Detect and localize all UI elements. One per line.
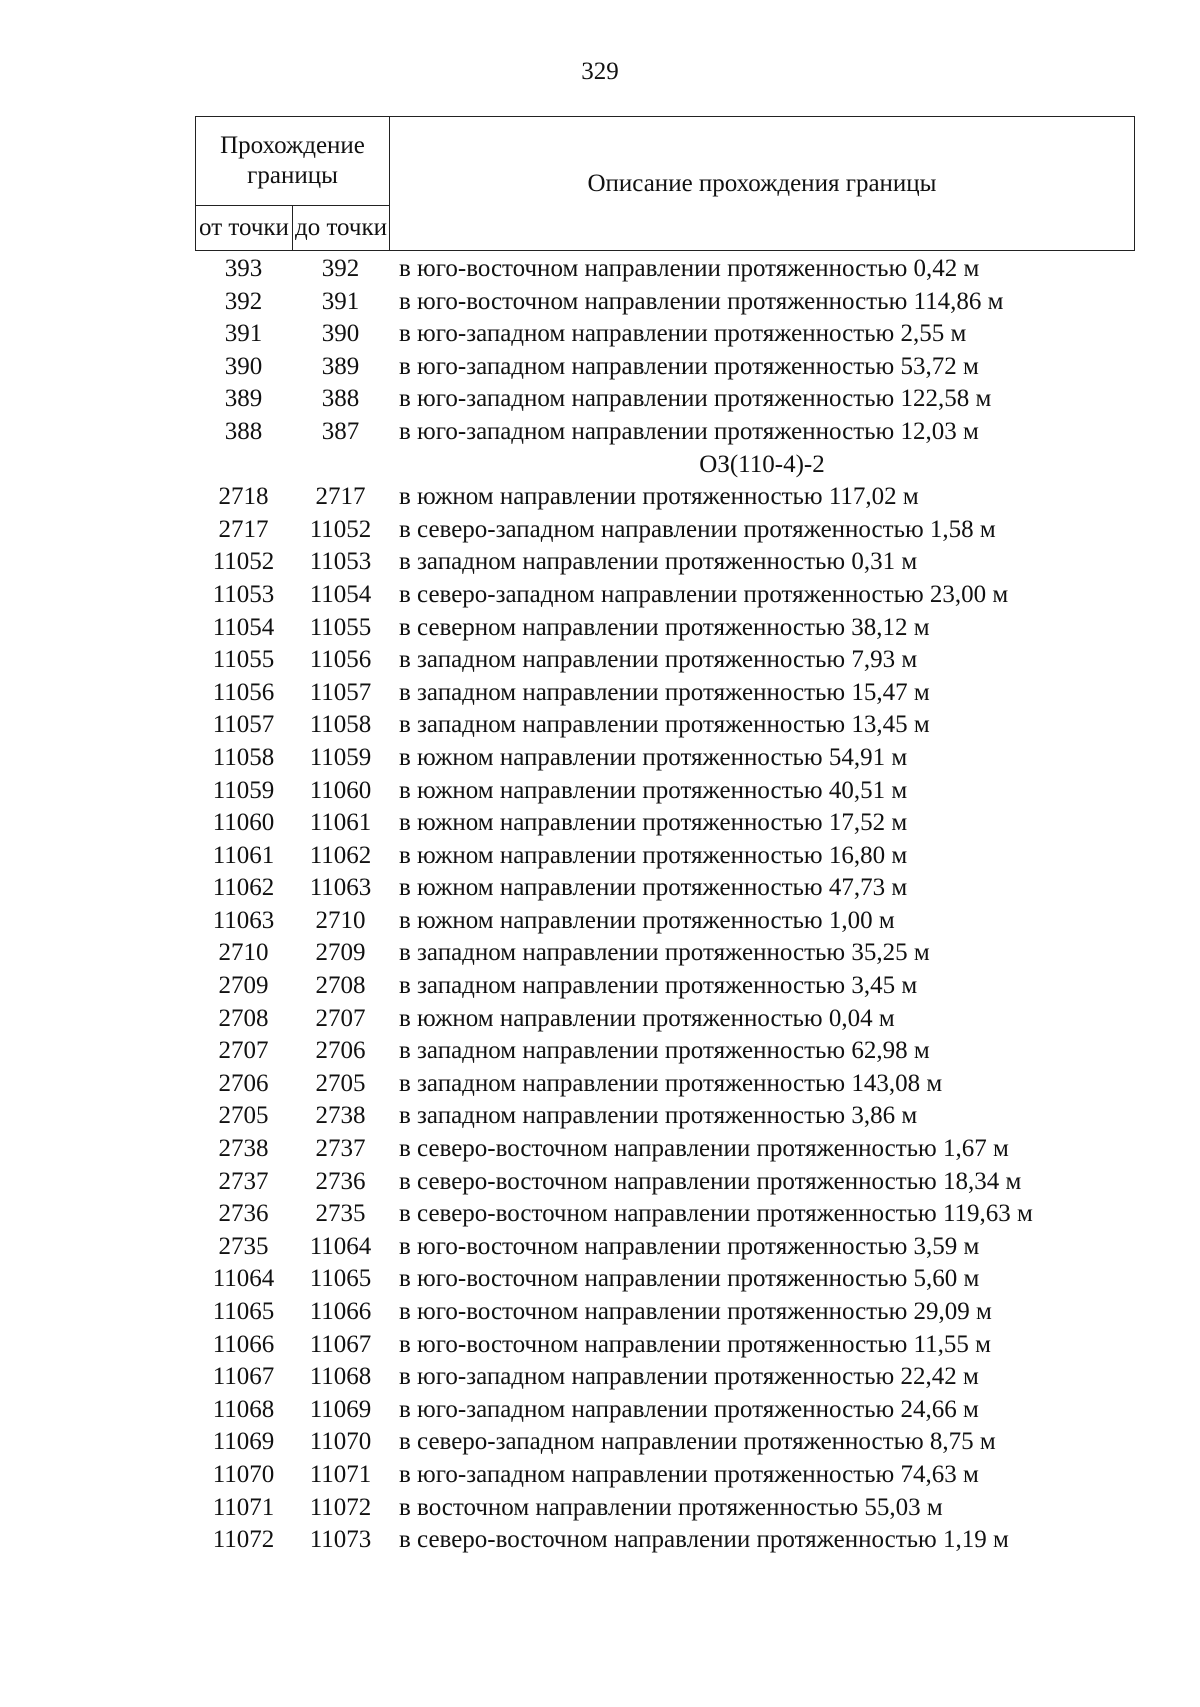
- cell-from-point: 11059: [212, 776, 275, 804]
- cell-description: в юго-западном направлении протяженностью 2,55 м: [399, 320, 967, 348]
- cell-description: в северо-восточном направлении протяженностью 119,63 м: [399, 1200, 1033, 1228]
- cell-from-point: 389: [224, 385, 263, 413]
- cell-from-point: 11068: [212, 1395, 275, 1423]
- cell-description: в южном направлении протяженностью 47,73 м: [399, 874, 908, 902]
- cell-to-point: 11066: [309, 1298, 372, 1325]
- cell-to-point: 11057: [309, 678, 372, 706]
- cell-from-point: 11064: [212, 1265, 275, 1293]
- cell-description: в юго-восточном направлении протяженностью 29,09 м: [399, 1298, 992, 1325]
- cell-from-point: 11055: [212, 646, 275, 674]
- table-row: [195, 481, 1155, 514]
- cell-from-point: 11062: [212, 874, 275, 902]
- table-row: [195, 1263, 1155, 1296]
- cell-description: в северо-западном направлении протяженностью 1,58 м: [399, 515, 996, 543]
- cell-from-point: 11067: [212, 1363, 275, 1391]
- cell-to-point: 11071: [309, 1460, 372, 1488]
- cell-description: в западном направлении протяженностью 7,93 м: [399, 646, 918, 674]
- table-row: [195, 546, 1155, 579]
- cell-description: в северо-восточном направлении протяженностью 1,19 м: [399, 1526, 1009, 1554]
- cell-description: в северо-восточном направлении протяженностью 18,34 м: [399, 1167, 1022, 1195]
- cell-from-point: 2736: [218, 1200, 269, 1228]
- table-row: [195, 351, 1155, 384]
- table-row: [195, 970, 1155, 1003]
- cell-to-point: 11061: [309, 809, 372, 837]
- cell-description: в южном направлении протяженностью 1,00 м: [399, 906, 895, 934]
- table-row: [195, 1166, 1155, 1199]
- cell-description: в южном направлении протяженностью 40,51 м: [399, 776, 908, 804]
- cell-to-point: 391: [321, 287, 360, 315]
- cell-from-point: 11061: [212, 841, 275, 869]
- cell-description: в юго-восточном направлении протяженностью 0,42 м: [399, 255, 980, 282]
- cell-to-point: 2710: [315, 906, 366, 934]
- cell-description: в западном направлении протяженностью 13,45 м: [399, 711, 930, 739]
- cell-to-point: 2707: [315, 1004, 366, 1032]
- cell-from-point: 2735: [218, 1232, 269, 1260]
- cell-to-point: 11056: [309, 646, 372, 674]
- header-to-label: до точки: [293, 205, 390, 250]
- cell-to-point: 11062: [309, 841, 372, 869]
- table-row: [195, 1459, 1155, 1492]
- table-row: [195, 1068, 1155, 1101]
- cell-to-point: 2708: [315, 972, 366, 1000]
- table-row: [195, 1100, 1155, 1133]
- table-row: [195, 383, 1155, 416]
- table-row: [195, 644, 1155, 677]
- table-row: [195, 1231, 1155, 1264]
- table-row: [195, 1426, 1155, 1459]
- table-row: [195, 579, 1155, 612]
- cell-from-point: 11071: [212, 1493, 275, 1521]
- cell-from-point: 11069: [212, 1428, 275, 1456]
- cell-to-point: 11059: [309, 743, 372, 771]
- cell-description: в юго-западном направлении протяженностью 24,66 м: [399, 1395, 979, 1423]
- table-row: [195, 1524, 1155, 1557]
- cell-description: в западном направлении протяженностью 3,86 м: [399, 1102, 918, 1130]
- table-row: [195, 775, 1155, 808]
- boundary-table-header: [195, 116, 1135, 251]
- cell-description: в южном направлении протяженностью 54,91 м: [399, 743, 908, 771]
- cell-description: в юго-западном направлении протяженностью 122,58 м: [399, 385, 992, 413]
- boundary-rows: [195, 253, 1155, 1557]
- cell-description: в западном направлении протяженностью 143,08 м: [399, 1069, 943, 1097]
- cell-description: в юго-западном направлении протяженностью 12,03 м: [399, 417, 979, 445]
- cell-from-point: 11070: [212, 1460, 275, 1488]
- table-row: [195, 612, 1155, 645]
- table-row: [195, 937, 1155, 970]
- cell-to-point: 11068: [309, 1363, 372, 1391]
- cell-from-point: 2707: [218, 1037, 269, 1065]
- cell-to-point: 11058: [309, 711, 372, 739]
- cell-description: в юго-восточном направлении протяженностью 114,86 м: [399, 287, 1004, 315]
- cell-from-point: 11057: [212, 711, 275, 739]
- cell-description: в юго-западном направлении протяженностью 53,72 м: [399, 352, 979, 380]
- table-row: [195, 416, 1155, 449]
- cell-from-point: 391: [224, 320, 263, 348]
- cell-to-point: 11052: [309, 515, 372, 543]
- table-row: [195, 1329, 1155, 1362]
- cell-from-point: 11054: [212, 613, 275, 641]
- cell-description: в западном направлении протяженностью 15,47 м: [399, 678, 930, 706]
- cell-description: в южном направлении протяженностью 0,04 м: [399, 1004, 895, 1032]
- cell-from-point: 11053: [212, 580, 275, 608]
- table-row: [195, 1133, 1155, 1166]
- table-row: [195, 872, 1155, 905]
- cell-from-point: 11052: [212, 548, 275, 576]
- table-row: [195, 1003, 1155, 1036]
- cell-to-point: 2735: [315, 1200, 366, 1228]
- table-row: [195, 1035, 1155, 1068]
- cell-from-point: 2708: [218, 1004, 269, 1032]
- cell-description: в южном направлении протяженностью 17,52 м: [399, 809, 908, 837]
- cell-from-point: 2717: [218, 515, 269, 543]
- table-row: [195, 840, 1155, 873]
- page-number: 329: [581, 58, 619, 85]
- cell-description: в юго-западном направлении протяженностью 74,63 м: [399, 1460, 979, 1488]
- cell-description: в западном направлении протяженностью 35,25 м: [399, 939, 930, 967]
- cell-to-point: 11053: [309, 548, 372, 576]
- cell-from-point: 2710: [218, 939, 269, 967]
- cell-from-point: 388: [224, 417, 263, 445]
- table-row: [195, 1296, 1155, 1329]
- cell-to-point: 389: [321, 352, 360, 380]
- cell-from-point: 2738: [218, 1135, 269, 1163]
- cell-to-point: 2706: [315, 1037, 366, 1065]
- cell-to-point: 392: [321, 255, 360, 282]
- cell-description: в северо-западном направлении протяженностью 8,75 м: [399, 1428, 996, 1456]
- cell-description: в юго-восточном направлении протяженностью 5,60 м: [399, 1265, 980, 1293]
- cell-description: в северо-восточном направлении протяженностью 1,67 м: [399, 1135, 1009, 1163]
- table-row: [195, 286, 1155, 319]
- cell-from-point: 11056: [212, 678, 275, 706]
- cell-from-point: 2718: [218, 483, 269, 511]
- header-from-label: от точки: [196, 205, 293, 250]
- rows-before-section: [195, 253, 1155, 449]
- cell-description: в юго-восточном направлении протяженностью 3,59 м: [399, 1232, 980, 1260]
- table-row: [195, 677, 1155, 710]
- table-row: [195, 1394, 1155, 1427]
- table-row: [195, 1198, 1155, 1231]
- table-row: [195, 807, 1155, 840]
- cell-to-point: 11072: [309, 1493, 372, 1521]
- cell-to-point: 388: [321, 385, 360, 413]
- cell-to-point: 11073: [309, 1526, 372, 1554]
- cell-to-point: 2717: [315, 483, 366, 511]
- cell-from-point: 393: [224, 255, 263, 282]
- cell-to-point: 390: [321, 320, 360, 348]
- cell-to-point: 2737: [315, 1135, 366, 1163]
- cell-from-point: 2706: [218, 1069, 269, 1097]
- table-row: [195, 1361, 1155, 1394]
- cell-description: в южном направлении протяженностью 16,80 м: [399, 841, 908, 869]
- cell-description: в южном направлении протяженностью 117,02 м: [399, 483, 919, 511]
- cell-from-point: 11058: [212, 743, 275, 771]
- cell-to-point: 11069: [309, 1395, 372, 1423]
- cell-to-point: 11054: [309, 580, 372, 608]
- cell-description: в западном направлении протяженностью 3,45 м: [399, 972, 918, 1000]
- cell-from-point: 11060: [212, 809, 275, 837]
- cell-to-point: 11065: [309, 1265, 372, 1293]
- cell-to-point: 2738: [315, 1102, 366, 1130]
- cell-description: в юго-западном направлении протяженностью 22,42 м: [399, 1363, 979, 1391]
- cell-to-point: 11055: [309, 613, 372, 641]
- cell-to-point: 2736: [315, 1167, 366, 1195]
- cell-description: в западном направлении протяженностью 0,31 м: [399, 548, 918, 576]
- cell-description: в северо-западном направлении протяженностью 23,00 м: [399, 580, 1009, 608]
- cell-from-point: 392: [224, 287, 263, 315]
- table-row: [195, 1492, 1155, 1525]
- cell-description: в северном направлении протяженностью 38,12 м: [399, 613, 930, 641]
- cell-from-point: 2737: [218, 1167, 269, 1195]
- table-row: [195, 253, 1155, 286]
- cell-from-point: 2705: [218, 1102, 269, 1130]
- table-row: [195, 742, 1155, 775]
- cell-from-point: 2709: [218, 972, 269, 1000]
- section-title: ОЗ(110-4)-2: [699, 450, 825, 478]
- header-group-label: Прохождение границы: [196, 117, 390, 206]
- cell-description: в юго-восточном направлении протяженностью 11,55 м: [399, 1330, 991, 1358]
- cell-from-point: 11066: [212, 1330, 275, 1358]
- rows-after-section: [195, 481, 1155, 1557]
- cell-to-point: 11064: [309, 1232, 372, 1260]
- table-row: [195, 905, 1155, 938]
- cell-from-point: 11072: [212, 1526, 275, 1554]
- cell-from-point: 11065: [212, 1298, 275, 1325]
- cell-to-point: 11060: [309, 776, 372, 804]
- table-row: [195, 318, 1155, 351]
- cell-description: в восточном направлении протяженностью 55,03 м: [399, 1493, 943, 1521]
- cell-to-point: 2709: [315, 939, 366, 967]
- cell-to-point: 11067: [309, 1330, 372, 1358]
- cell-to-point: 2705: [315, 1069, 366, 1097]
- cell-to-point: 11070: [309, 1428, 372, 1456]
- cell-to-point: 387: [321, 417, 360, 445]
- table-row: [195, 709, 1155, 742]
- cell-from-point: 11063: [212, 906, 275, 934]
- header-description-label: Описание прохождения границы: [390, 117, 1135, 251]
- cell-from-point: 390: [224, 352, 263, 380]
- table-row: [195, 514, 1155, 547]
- cell-description: в западном направлении протяженностью 62,98 м: [399, 1037, 930, 1065]
- cell-to-point: 11063: [309, 874, 372, 902]
